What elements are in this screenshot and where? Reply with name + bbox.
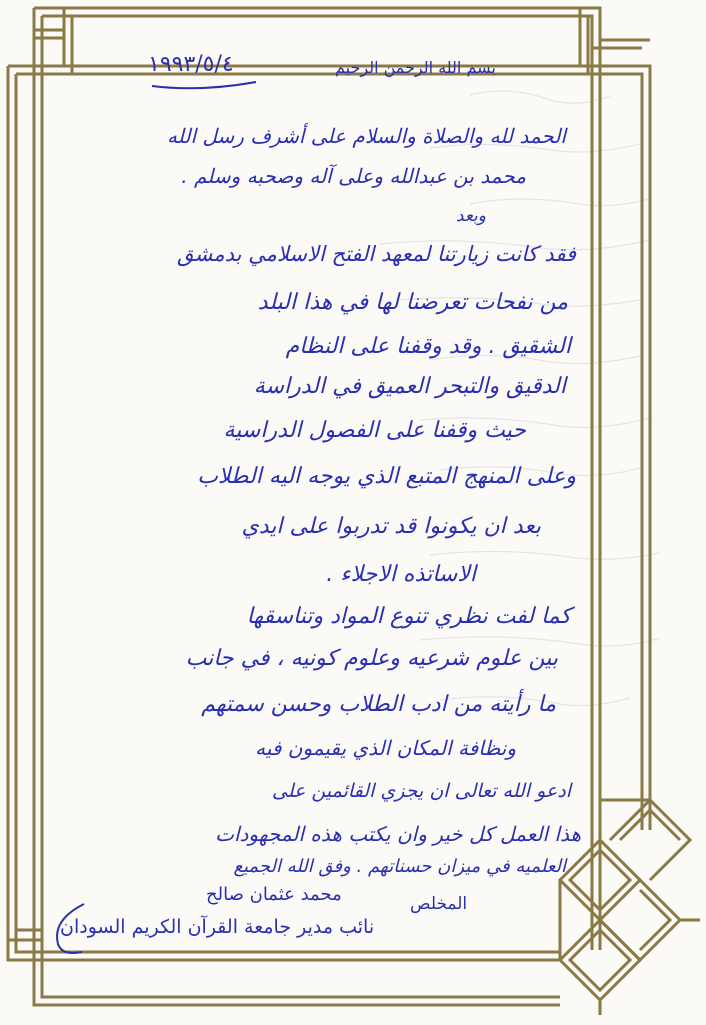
letter-line-17: هذا العمل كل خير وان يكتب هذه المجهودات — [215, 822, 581, 846]
letter-line-1: الحمد لله والصلاة والسلام على أشرف رسل الله — [167, 124, 566, 148]
letter-line-18: العلميه في ميزان حسناتهم . وفق الله الجميع — [233, 856, 566, 877]
letter-line-7: الدقيق والتبحر العميق في الدراسة — [253, 374, 566, 399]
letter-line-9: وعلى المنهج المتبع الذي يوجه اليه الطلاب — [197, 464, 576, 489]
letter-line-16: ادعو الله تعالى ان يجزي القائمين على — [271, 780, 571, 802]
letter-line-11: الاساتذه الاجلاء . — [326, 562, 476, 587]
letter-line-2: محمد بن عبدالله وعلى آله وصحبه وسلم . — [181, 164, 526, 188]
basmala-heading: بسم الله الرحمن الرحيم — [335, 58, 496, 77]
letter-line-4: فقد كانت زيارتنا لمعهد الفتح الاسلامي بدمشق — [177, 242, 576, 266]
signature-name: محمد عثمان صالح — [206, 884, 342, 905]
signature-flourish — [48, 900, 88, 960]
letter-line-6: الشقيق . وقد وقفنا على النظام — [285, 334, 571, 359]
letter-line-10: بعد ان يكونوا قد تدربوا على ايدي — [241, 514, 541, 539]
letter-date: ١٩٩٣/٥/٤ — [148, 52, 234, 77]
letter-line-3: وبعد — [455, 206, 486, 226]
signature-title: نائب مدير جامعة القرآن الكريم السودان — [60, 916, 375, 938]
letter-line-14: ما رأيته من ادب الطلاب وحسن سمتهم — [201, 692, 556, 717]
letter-line-13: بين علوم شرعيه وعلوم كونيه ، في جانب — [185, 646, 558, 671]
letter-line-12: كما لفت نظري تنوع المواد وتناسقها — [246, 604, 571, 629]
letter-line-5: من نفحات تعرضنا لها في هذا البلد — [257, 290, 568, 315]
letter-line-15: ونظافة المكان الذي يقيمون فيه — [255, 736, 516, 760]
letter-line-8: حيث وقفنا على الفصول الدراسية — [223, 418, 526, 443]
date-underline — [150, 78, 260, 92]
closing-word: المخلص — [410, 894, 468, 914]
